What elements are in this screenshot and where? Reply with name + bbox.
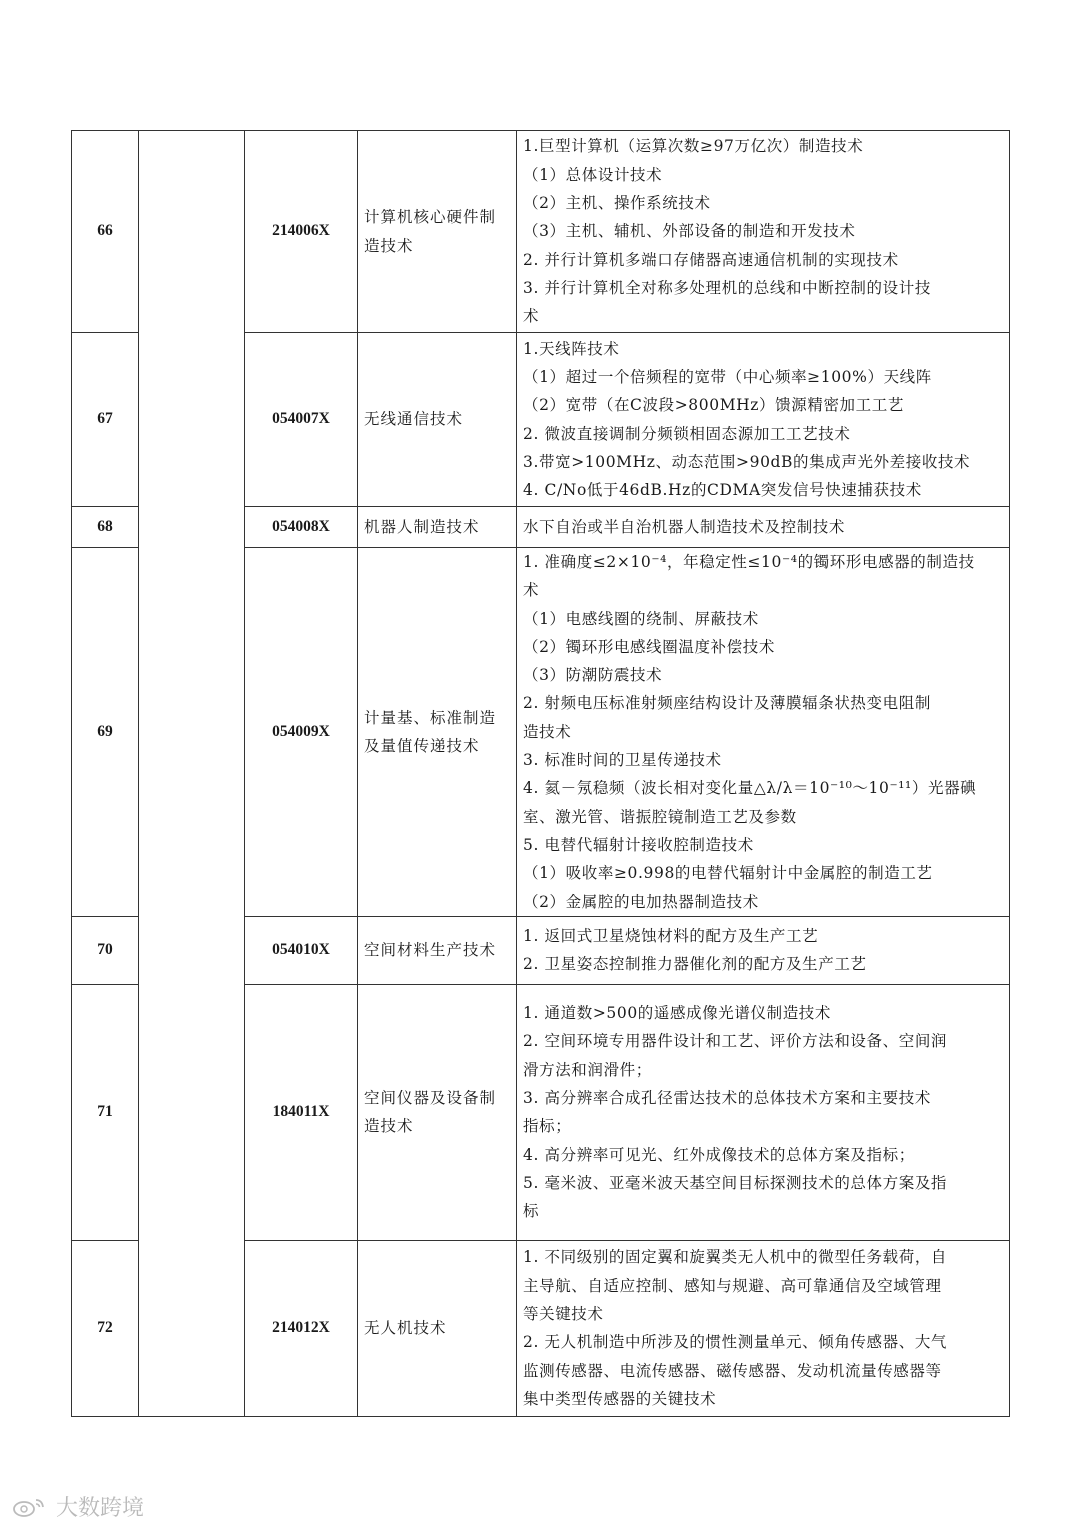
row-number: 72	[72, 1240, 139, 1416]
content-line: 3. 并行计算机全对称多处理机的总线和中断控制的设计技	[523, 278, 931, 297]
content-line: 1. 准确度≤2×10⁻⁴，年稳定性≤10⁻⁴的镯环形电感器的制造技	[523, 553, 975, 571]
tech-code: 054008X	[245, 507, 358, 548]
tech-code: 214006X	[245, 131, 358, 333]
tech-name: 空间材料生产技术	[358, 916, 517, 984]
content-line: 2. 空间环境专用器件设计和工艺、评价方法和设备、空间润	[523, 1032, 948, 1051]
content-line: 2. 射频电压标准射频座结构设计及薄膜辐条状热变电阻制	[523, 694, 931, 713]
tech-content	[517, 548, 1010, 917]
watermark	[12, 1491, 144, 1522]
content-line: 3. 高分辨率合成孔径雷达技术的总体技术方案和主要技术	[523, 1089, 931, 1108]
content-line: 2. 微波直接调制分频锁相固态源加工工艺技术	[523, 424, 851, 443]
content-line: 1.巨型计算机（运算次数≥97万亿次）制造技术	[523, 137, 864, 156]
content-line: （3）防潮防震技术	[523, 666, 663, 685]
tech-content	[517, 916, 1010, 984]
watermark-text: 大数跨境	[56, 1496, 145, 1521]
content-line: 指标；	[523, 1117, 572, 1136]
content-line: 2. 卫星姿态控制推力器催化剂的配方及生产工艺	[523, 955, 867, 974]
content-line: 3.带宽>100MHz、动态范围>90dB的集成声光外差接收技术	[523, 452, 971, 471]
content-line: 水下自治或半自治机器人制造技术及控制技术	[523, 517, 846, 536]
content-line: 4. 高分辨率可见光、红外成像技术的总体方案及指标；	[523, 1145, 915, 1164]
content-line: （1）超过一个倍频程的宽带（中心频率≥100%）天线阵	[523, 367, 932, 386]
row-number: 68	[72, 507, 139, 548]
content-line: （3）主机、辅机、外部设备的制造和开发技术	[523, 222, 856, 241]
content-line: 1. 不同级别的固定翼和旋翼类无人机中的微型任务载荷，自	[523, 1248, 948, 1267]
tech-content	[517, 1240, 1010, 1416]
content-line: 术	[523, 581, 540, 600]
tech-code: 054009X	[245, 548, 358, 917]
content-line: 标	[523, 1202, 540, 1221]
content-line: 3. 标准时间的卫星传递技术	[523, 751, 722, 770]
content-line: （2）宽带（在C波段>800MHz）馈源精密加工工艺	[523, 396, 904, 415]
tech-code: 054010X	[245, 916, 358, 984]
tech-code: 214012X	[245, 1240, 358, 1416]
content-line: （2）主机、操作系统技术	[523, 194, 711, 213]
tech-name: 计算机核心硬件制造技术	[358, 131, 517, 333]
content-line: 2. 并行计算机多端口存储器高速通信机制的实现技术	[523, 250, 899, 269]
tech-code: 054007X	[245, 333, 358, 507]
row-number: 67	[72, 333, 139, 507]
tech-content	[517, 131, 1010, 333]
weibo-logo-icon	[12, 1496, 50, 1518]
content-line: 滑方法和润滑件；	[523, 1060, 652, 1079]
content-line: 等关键技术	[523, 1305, 604, 1324]
content-line: 1. 返回式卫星烧蚀材料的配方及生产工艺	[523, 927, 819, 946]
content-line: 1. 通道数>500的遥感成像光谱仪制造技术	[523, 1004, 831, 1023]
row-number: 66	[72, 131, 139, 333]
table-row	[72, 131, 1010, 333]
category-cell	[139, 131, 245, 1417]
content-line: 1.天线阵技术	[523, 339, 620, 358]
content-line: 集中类型传感器的关键技术	[523, 1389, 717, 1408]
content-line: 4. C/No低于46dB.Hz的CDMA突发信号快速捕获技术	[523, 481, 922, 500]
tech-content	[517, 333, 1010, 507]
content-line: 2. 无人机制造中所涉及的惯性测量单元、倾角传感器、大气	[523, 1333, 948, 1352]
content-line: 5. 电替代辐射计接收腔制造技术	[523, 835, 754, 854]
row-number: 70	[72, 916, 139, 984]
content-line: 造技术	[523, 722, 572, 741]
content-line: 术	[523, 307, 540, 326]
tech-name: 无线通信技术	[358, 333, 517, 507]
content-line: 主导航、自适应控制、感知与规避、高可靠通信及空域管理	[523, 1276, 942, 1295]
content-line: 监测传感器、电流传感器、磁传感器、发动机流量传感器等	[523, 1361, 942, 1380]
content-line: 4. 氦－氖稳频（波长相对变化量△λ/λ＝10⁻¹⁰～10⁻¹¹）光器碘	[523, 779, 977, 798]
tech-code: 184011X	[245, 984, 358, 1240]
content-line: （1）吸收率≥0.998的电替代辐射计中金属腔的制造工艺	[523, 864, 933, 883]
tech-content	[517, 507, 1010, 548]
row-number: 69	[72, 548, 139, 917]
content-line: （1）总体设计技术	[523, 165, 663, 184]
content-line: （2）金属腔的电加热器制造技术	[523, 892, 759, 911]
tech-name: 计量基、标准制造及量值传递技术	[358, 548, 517, 917]
technology-table	[71, 130, 1010, 1417]
content-line: （2）镯环形电感线圈温度补偿技术	[523, 637, 775, 656]
content-line: （1）电感线圈的绕制、屏蔽技术	[523, 609, 759, 628]
tech-name: 无人机技术	[358, 1240, 517, 1416]
tech-name: 空间仪器及设备制造技术	[358, 984, 517, 1240]
content-line: 室、激光管、谐振腔镜制造工艺及参数	[523, 807, 797, 826]
tech-name: 机器人制造技术	[358, 507, 517, 548]
row-number: 71	[72, 984, 139, 1240]
tech-content	[517, 984, 1010, 1240]
content-line: 5. 毫米波、亚毫米波天基空间目标探测技术的总体方案及指	[523, 1173, 948, 1192]
